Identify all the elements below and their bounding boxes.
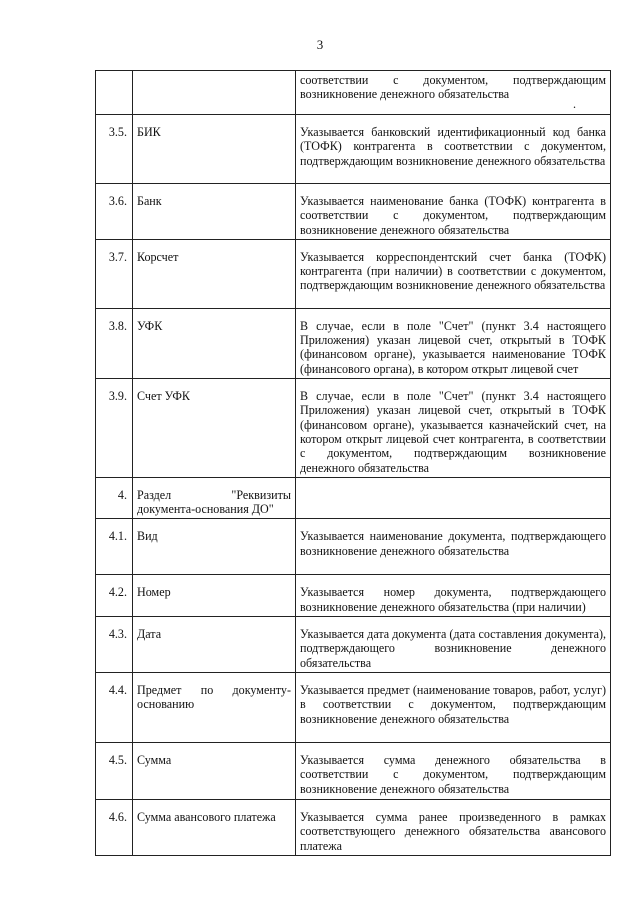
row-number: 3.7. (96, 239, 133, 308)
field-description: Указывается корреспондентский счет банка (ТОФК) контрагента (при наличии) в соответствии с документом, подтверждающим возникновение денежного обязательства (296, 239, 611, 308)
row-number: 4.2. (96, 575, 133, 617)
field-description: Указывается сумма ранее произведенного в рамках соответствующего денежного обязательства авансового платежа (296, 799, 611, 855)
row-number (96, 71, 133, 115)
table-row (96, 184, 611, 240)
field-description (296, 71, 611, 115)
field-name: Корсчет (133, 239, 296, 308)
field-description: В случае, если в поле "Счет" (пункт 3.4 настоящего Приложения) указан лицевой счет, открытый в ТОФК (финансовом органе), указывается наименование ТОФК (финансового органа), в котором открыт лицевой счет (296, 308, 611, 378)
table-row (96, 308, 611, 378)
field-description: Указывается наименование документа, подтверждающего возникновение денежного обязательства (296, 519, 611, 575)
field-name: Номер (133, 575, 296, 617)
table-row (96, 71, 611, 115)
table-row (96, 477, 611, 519)
field-name: Вид (133, 519, 296, 575)
section-name: Раздел "Реквизиты документа-основания ДО" (133, 477, 296, 519)
field-name: Сумма авансового платежа (133, 799, 296, 855)
field-description: Указывается наименование банка (ТОФК) контрагента в соответствии с документом, подтверждающим возникновение денежного обязательства (296, 184, 611, 240)
row-number: 4.4. (96, 672, 133, 742)
field-description: Указывается банковский идентификационный код банка (ТОФК) контрагента в соответствии с документом, подтверждающим возникновение денежного обязательства (296, 115, 611, 184)
field-name (133, 71, 296, 115)
table-row (96, 617, 611, 673)
field-description-text: соответствии с документом, подтверждающим возникновение денежного обязательства (300, 73, 606, 102)
table-row (96, 519, 611, 575)
field-name: Банк (133, 184, 296, 240)
row-number: 4.1. (96, 519, 133, 575)
field-description: В случае, если в поле "Счет" (пункт 3.4 настоящего Приложения) указан лицевой счет, открытый в ТОФК (финансовом органе), указывается казначейский счет, на котором открыт лицевой счет контрагента, в соответствии с документом, подтверждающим возникновение денежного обязательства (296, 379, 611, 478)
table-row (96, 799, 611, 855)
field-description: Указывается дата документа (дата составления документа), подтверждающего возникновение денежного обязательства (296, 617, 611, 673)
table-row (96, 575, 611, 617)
table-row (96, 379, 611, 478)
field-description (296, 477, 611, 519)
row-number: 3.6. (96, 184, 133, 240)
row-number: 3.9. (96, 379, 133, 478)
table-row (96, 115, 611, 184)
field-name: УФК (133, 308, 296, 378)
stray-mark: . (572, 96, 576, 111)
field-name: Счет УФК (133, 379, 296, 478)
field-name: БИК (133, 115, 296, 184)
row-number: 4.3. (96, 617, 133, 673)
table-row (96, 672, 611, 742)
page-number: 3 (316, 37, 324, 52)
field-description: Указывается номер документа, подтверждающего возникновение денежного обязательства (при наличии) (296, 575, 611, 617)
field-description: Указывается сумма денежного обязательства в соответствии с документом, подтверждающим возникновение денежного обязательства (296, 742, 611, 799)
field-name: Сумма (133, 742, 296, 799)
row-number: 4. (96, 477, 133, 519)
requisites-table (95, 70, 611, 856)
row-number: 4.6. (96, 799, 133, 855)
row-number: 3.5. (96, 115, 133, 184)
field-description: Указывается предмет (наименование товаров, работ, услуг) в соответствии с документом, подтверждающим возникновение денежного обязательства (296, 672, 611, 742)
field-name: Предмет по документу-основанию (133, 672, 296, 742)
row-number: 3.8. (96, 308, 133, 378)
row-number: 4.5. (96, 742, 133, 799)
table-row (96, 742, 611, 799)
table-row (96, 239, 611, 308)
field-name: Дата (133, 617, 296, 673)
